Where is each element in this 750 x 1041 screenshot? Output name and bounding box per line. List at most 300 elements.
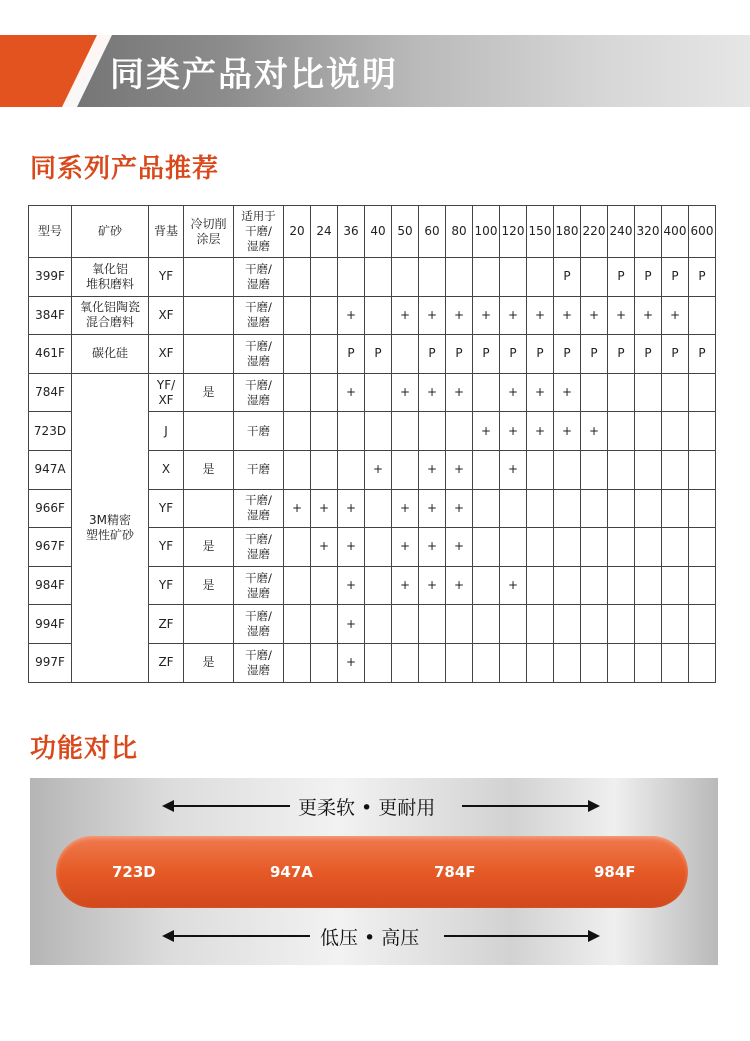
header-use-line2: 干磨/ [245,224,272,238]
cell-grit-mark: P [662,335,689,374]
header-grit: 220 [581,206,608,258]
cell-grit-mark [365,296,392,335]
header-backing: 背基 [149,206,184,258]
cell-grit-mark [554,489,581,528]
cell-grit-mark [689,528,716,567]
cell-model: 723D [29,412,72,451]
cell-grit-mark: P [500,335,527,374]
header-grit: 600 [689,206,716,258]
cell-grit-mark [473,258,500,297]
cell-use [234,643,284,682]
cell-backing [149,566,184,605]
cell-grit-mark: + [446,528,473,567]
cell-coating: 是 [184,566,234,605]
cell-grit-mark [527,258,554,297]
table-row [29,335,716,374]
cell-grit-mark: P [662,258,689,297]
cell-grit-mark [527,566,554,605]
cell-model: 947A [29,450,72,489]
cell-use-line2: 湿磨 [247,276,270,291]
header-coating [184,206,234,258]
cell-grit-mark: + [662,296,689,335]
cell-grit-mark [446,605,473,644]
cell-grit-mark [662,566,689,605]
cell-grit-mark [284,450,311,489]
cell-grit-mark: + [338,643,365,682]
cell-grit-mark [311,566,338,605]
cell-use-line2: 湿磨 [247,624,270,639]
cell-grit-mark [527,643,554,682]
cell-model: 984F [29,566,72,605]
banner-title: 同类产品对比说明 [110,55,398,95]
cell-grit-mark: + [392,528,419,567]
pill-product-723d: 723D [112,863,156,881]
cell-grit-mark [608,643,635,682]
cell-grit-mark [554,528,581,567]
header-grit: 180 [554,206,581,258]
cell-grit-mark: P [365,335,392,374]
cell-grit-mark: + [500,412,527,451]
cell-grit-mark [689,566,716,605]
cell-use-line2: 湿磨 [247,662,270,677]
cell-grit-mark [689,605,716,644]
cell-grit-mark [500,489,527,528]
cell-grit-mark [311,296,338,335]
cell-grit-mark [527,450,554,489]
mineral-group-line1: 3M精密 [89,512,131,527]
mineral-group-line2: 塑性矿砂 [85,527,134,542]
pressure-label: 低压 • 高压 [320,927,420,949]
cell-grit-mark [419,605,446,644]
arrow-line [170,935,310,937]
cell-grit-mark [608,528,635,567]
cell-grit-mark: + [392,489,419,528]
header-grit: 60 [419,206,446,258]
cell-use [234,566,284,605]
cell-grit-mark: + [527,412,554,451]
cell-use-line2: 湿磨 [247,353,270,368]
cell-grit-mark [365,566,392,605]
cell-use-line1: 干磨/ [245,261,272,276]
cell-use [234,528,284,567]
softness-arrow [30,791,718,821]
cell-grit-mark: + [581,412,608,451]
cell-grit-mark [311,335,338,374]
cell-use-line1: 干磨/ [245,647,272,662]
pill-product-984f: 984F [594,863,636,881]
cell-grit-mark: P [473,335,500,374]
cell-use-line1: 干磨/ [245,300,272,315]
cell-use-line1: 干磨/ [245,570,272,585]
cell-grit-mark: + [338,605,365,644]
cell-mineral [72,258,149,297]
cell-use-line1: 干磨 [247,462,270,477]
cell-grit-mark: + [500,296,527,335]
cell-grit-mark [554,450,581,489]
cell-use-line1: 干磨/ [245,338,272,353]
header-grit: 80 [446,206,473,258]
cell-use [234,335,284,374]
header-grit: 40 [365,206,392,258]
cell-coating [184,605,234,644]
arrow-line [462,805,590,807]
cell-grit-mark [500,605,527,644]
cell-grit-mark: + [635,296,662,335]
cell-grit-mark: P [338,335,365,374]
cell-grit-mark: + [338,489,365,528]
header-use-line3: 湿磨 [247,239,270,253]
section-title-function: 功能对比 [30,734,139,764]
cell-grit-mark [662,412,689,451]
cell-model: 967F [29,528,72,567]
cell-grit-mark [608,373,635,412]
cell-grit-mark [662,450,689,489]
cell-grit-mark: + [419,373,446,412]
cell-backing-line1: YF [158,578,174,593]
cell-grit-mark [311,605,338,644]
cell-grit-mark [581,528,608,567]
cell-grit-mark [554,566,581,605]
cell-grit-mark [284,373,311,412]
cell-backing-line1: ZF [158,655,174,670]
cell-grit-mark: + [527,296,554,335]
cell-grit-mark: + [338,566,365,605]
cell-use [234,373,284,412]
cell-grit-mark: + [338,296,365,335]
table-row [29,373,716,412]
cell-grit-mark [338,258,365,297]
header-banner [0,35,750,107]
table-row [29,258,716,297]
cell-grit-mark [473,566,500,605]
cell-coating: 是 [184,450,234,489]
cell-model: 997F [29,643,72,682]
header-coating-line1: 冷切削 [190,216,227,231]
cell-grit-mark [581,605,608,644]
cell-model: 966F [29,489,72,528]
cell-use [234,412,284,451]
cell-grit-mark [473,605,500,644]
cell-grit-mark: P [527,335,554,374]
section-title-recommend: 同系列产品推荐 [30,154,220,184]
product-table [28,205,716,683]
cell-use-line1: 干磨/ [245,493,272,508]
cell-grit-mark: + [311,489,338,528]
cell-grit-mark [635,566,662,605]
cell-grit-mark [311,373,338,412]
cell-grit-mark [608,605,635,644]
cell-grit-mark [446,412,473,451]
pill-product-784f: 784F [434,863,476,881]
arrow-right-icon [588,800,600,812]
cell-backing [149,296,184,335]
cell-mineral [72,335,149,374]
cell-grit-mark [365,258,392,297]
header-grit: 240 [608,206,635,258]
cell-coating [184,489,234,528]
cell-grit-mark [446,643,473,682]
cell-grit-mark [689,643,716,682]
cell-backing-line1: YF [158,269,174,284]
cell-grit-mark [554,643,581,682]
cell-grit-mark [581,258,608,297]
cell-grit-mark [365,605,392,644]
cell-grit-mark [392,605,419,644]
cell-grit-mark: P [446,335,473,374]
cell-backing [149,335,184,374]
cell-use [234,489,284,528]
cell-use-line1: 干磨/ [245,377,272,392]
cell-grit-mark [635,489,662,528]
header-grit: 120 [500,206,527,258]
cell-grit-mark: + [338,528,365,567]
table-row [29,296,716,335]
cell-backing [149,450,184,489]
cell-backing [149,373,184,412]
cell-grit-mark: + [338,373,365,412]
cell-backing-line1: XF [158,307,174,322]
cell-grit-mark: + [554,412,581,451]
header-grit: 20 [284,206,311,258]
header-grit: 50 [392,206,419,258]
cell-backing-line1: ZF [158,616,174,631]
cell-grit-mark [662,373,689,412]
cell-mineral-line2: 混合磨料 [85,315,134,330]
cell-grit-mark [635,528,662,567]
header-grit: 150 [527,206,554,258]
cell-backing [149,412,184,451]
cell-grit-mark: + [392,566,419,605]
cell-grit-mark: + [311,528,338,567]
cell-grit-mark: + [419,489,446,528]
cell-use [234,605,284,644]
cell-grit-mark [581,450,608,489]
product-scale-pill [56,836,688,908]
cell-use-line2: 湿磨 [247,315,270,330]
cell-grit-mark [473,450,500,489]
cell-grit-mark [284,528,311,567]
cell-grit-mark [284,643,311,682]
cell-grit-mark [284,296,311,335]
cell-grit-mark [284,335,311,374]
cell-grit-mark: + [446,489,473,528]
cell-coating: 是 [184,528,234,567]
cell-grit-mark: + [527,373,554,412]
cell-use-line2: 湿磨 [247,546,270,561]
cell-grit-mark: + [392,296,419,335]
cell-grit-mark [419,412,446,451]
cell-grit-mark [446,258,473,297]
cell-use [234,258,284,297]
cell-grit-mark [635,643,662,682]
cell-grit-mark [662,528,689,567]
cell-use-line1: 干磨 [247,423,270,438]
cell-grit-mark [662,489,689,528]
cell-grit-mark [392,412,419,451]
cell-backing-line1: YF [158,500,174,515]
cell-grit-mark [392,258,419,297]
cell-grit-mark: P [608,335,635,374]
cell-backing-line2: XF [158,392,174,407]
cell-grit-mark: + [365,450,392,489]
cell-grit-mark [284,258,311,297]
cell-mineral-line1: 碳化硅 [91,346,128,361]
cell-grit-mark [662,643,689,682]
cell-grit-mark [581,566,608,605]
header-grit: 100 [473,206,500,258]
cell-grit-mark [608,566,635,605]
cell-use [234,296,284,335]
cell-grit-mark [689,296,716,335]
cell-grit-mark: + [500,373,527,412]
cell-grit-mark: + [473,296,500,335]
cell-grit-mark [500,643,527,682]
header-use [234,206,284,258]
cell-grit-mark: P [554,258,581,297]
cell-grit-mark [311,450,338,489]
cell-grit-mark: + [608,296,635,335]
cell-coating: 是 [184,643,234,682]
cell-grit-mark: + [446,373,473,412]
table-header-row [29,206,716,258]
cell-grit-mark [581,489,608,528]
cell-grit-mark: P [635,335,662,374]
cell-grit-mark [284,412,311,451]
cell-mineral-group [72,373,149,682]
cell-mineral-line2: 堆积磨料 [85,276,134,291]
cell-grit-mark: P [689,258,716,297]
cell-grit-mark [284,605,311,644]
cell-grit-mark [635,412,662,451]
cell-grit-mark [365,412,392,451]
cell-use [234,450,284,489]
header-model: 型号 [29,206,72,258]
pill-product-947a: 947A [270,863,313,881]
cell-grit-mark [500,258,527,297]
cell-grit-mark [311,643,338,682]
cell-grit-mark [635,450,662,489]
cell-grit-mark: + [500,450,527,489]
cell-model: 384F [29,296,72,335]
arrow-line [444,935,590,937]
cell-backing-line1: YF [158,539,174,554]
header-grit: 36 [338,206,365,258]
cell-grit-mark [527,528,554,567]
cell-grit-mark: + [284,489,311,528]
cell-grit-mark [608,412,635,451]
cell-coating [184,296,234,335]
cell-grit-mark [635,605,662,644]
cell-grit-mark [581,643,608,682]
cell-grit-mark: + [500,566,527,605]
cell-grit-mark [392,643,419,682]
cell-grit-mark: + [419,528,446,567]
cell-grit-mark [527,605,554,644]
header-grit: 400 [662,206,689,258]
cell-backing [149,643,184,682]
cell-grit-mark [419,643,446,682]
cell-use-line1: 干磨/ [245,531,272,546]
cell-grit-mark [365,643,392,682]
cell-grit-mark [554,605,581,644]
cell-grit-mark: P [608,258,635,297]
cell-grit-mark [581,373,608,412]
cell-coating [184,412,234,451]
cell-grit-mark [284,566,311,605]
cell-grit-mark [392,450,419,489]
function-compare-panel [30,778,718,965]
cell-backing-line1: YF/ [156,377,176,392]
cell-mineral-line1: 氧化铝 [91,261,128,276]
header-grit: 24 [311,206,338,258]
cell-grit-mark: P [419,335,446,374]
cell-grit-mark [392,335,419,374]
cell-grit-mark: + [554,296,581,335]
cell-grit-mark [473,373,500,412]
cell-grit-mark [365,373,392,412]
cell-backing-line1: XF [158,346,174,361]
cell-use-line2: 湿磨 [247,392,270,407]
cell-grit-mark: + [419,566,446,605]
cell-grit-mark [635,373,662,412]
cell-grit-mark [527,489,554,528]
cell-grit-mark [500,528,527,567]
cell-grit-mark: P [635,258,662,297]
cell-grit-mark [473,528,500,567]
cell-grit-mark: + [473,412,500,451]
cell-grit-mark: + [419,296,446,335]
cell-backing-line1: X [161,462,171,477]
cell-grit-mark: P [554,335,581,374]
cell-grit-mark: + [446,450,473,489]
cell-model: 461F [29,335,72,374]
cell-grit-mark [365,528,392,567]
arrow-line [170,805,290,807]
cell-grit-mark: + [446,296,473,335]
cell-grit-mark [689,450,716,489]
cell-coating [184,258,234,297]
cell-grit-mark [338,450,365,489]
cell-backing [149,528,184,567]
header-mineral: 矿砂 [72,206,149,258]
softness-label: 更柔软 • 更耐用 [298,797,436,819]
cell-use-line2: 湿磨 [247,585,270,600]
cell-grit-mark: + [419,450,446,489]
cell-mineral-line1: 氧化铝陶瓷 [79,300,140,315]
cell-model: 994F [29,605,72,644]
header-use-line1: 适用于 [241,209,276,223]
cell-grit-mark: P [581,335,608,374]
cell-backing-line1: J [164,423,168,438]
cell-backing [149,258,184,297]
cell-coating [184,335,234,374]
cell-use-line2: 湿磨 [247,508,270,523]
cell-grit-mark [662,605,689,644]
cell-grit-mark: + [392,373,419,412]
cell-grit-mark: + [554,373,581,412]
cell-grit-mark [473,643,500,682]
arrow-right-icon [588,930,600,942]
cell-grit-mark [689,489,716,528]
cell-model: 784F [29,373,72,412]
cell-grit-mark [608,489,635,528]
cell-grit-mark [608,450,635,489]
cell-grit-mark [473,489,500,528]
cell-backing [149,489,184,528]
cell-model: 399F [29,258,72,297]
header-grit: 320 [635,206,662,258]
cell-grit-mark: P [689,335,716,374]
